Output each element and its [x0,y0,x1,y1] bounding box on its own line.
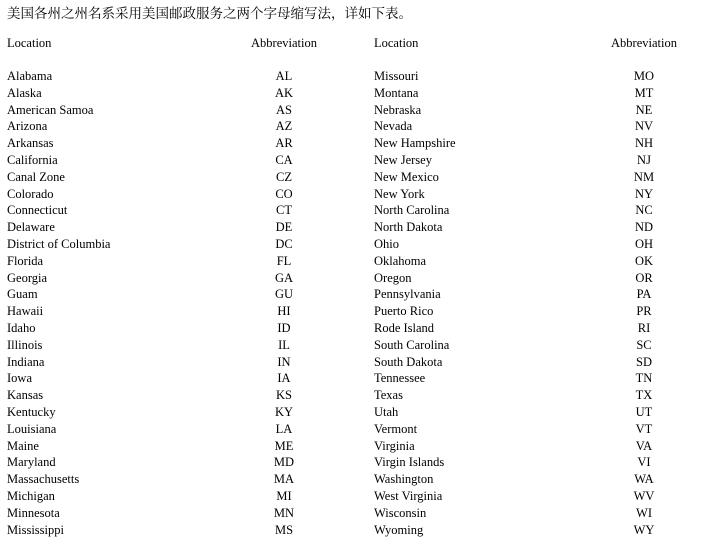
location-cell-right: North Dakota [374,220,443,235]
abbreviation-cell-left: ME [274,438,294,453]
abbreviation-cell-left: CZ [276,169,292,184]
abbreviation-cell-left: FL [276,253,292,268]
location-cell-left: Maine [7,438,39,453]
location-cell-right: New Mexico [374,169,439,184]
abbreviation-cell-left: GA [274,270,294,285]
location-cell-left: Kansas [7,388,44,403]
location-cell-left: American Samoa [7,102,94,117]
location-header-left: Location [7,36,52,50]
abbreviation-cell-left: AS [276,102,292,117]
abbreviation-cell-right: NY [634,186,654,201]
location-cell-left: Idaho [7,320,36,335]
abbreviation-cell-right: NE [635,102,653,117]
location-cell-left: Colorado [7,186,54,201]
location-cell-right: Virgin Islands [374,455,445,470]
location-cell-left: Mississippi [7,522,64,537]
abbreviation-cell-left: HI [277,304,291,319]
abbreviation-cell-left: MS [274,522,294,537]
location-cell-right: Rode Island [374,320,435,335]
location-cell-left: Alaska [7,85,42,100]
abbreviation-cell-right: VA [635,438,653,453]
location-cell-left: Georgia [7,270,48,285]
abbreviation-cell-left: KY [274,404,294,419]
location-cell-right: Tennessee [374,371,426,386]
location-header-right: Location [374,36,419,50]
location-cell-left: Kentucky [7,404,56,419]
abbreviation-cell-left: MA [273,472,295,487]
abbreviation-cell-left: IL [278,337,290,352]
location-cell-right: Missouri [374,69,419,83]
abbreviation-header-right: Abbreviation [611,36,677,50]
location-cell-right: Oklahoma [374,253,427,268]
abbreviation-cell-right: NM [633,169,655,184]
location-cell-right: Pennsylvania [374,287,441,302]
abbreviation-cell-left: CA [275,152,293,167]
abbreviation-cell-right: NH [634,136,654,151]
abbreviation-cell-left: AL [275,69,293,83]
abbreviation-cell-left: AR [275,136,293,151]
abbreviation-cell-left: CO [275,186,293,201]
location-cell-left: Canal Zone [7,169,65,184]
abbreviation-cell-right: NV [634,119,654,134]
abbreviation-cell-right: TN [635,371,653,386]
abbreviation-cell-right: WY [633,522,655,537]
abbreviation-cell-right: TX [635,388,653,403]
location-cell-right: Virginia [374,438,415,453]
location-cell-right: Utah [374,404,399,419]
abbreviation-cell-right: SC [636,337,652,352]
location-cell-left: Alabama [7,69,53,83]
location-cell-left: Illinois [7,337,43,352]
location-cell-right: New Jersey [374,152,432,167]
location-cell-left: Guam [7,287,38,302]
location-cell-left: Delaware [7,220,55,235]
location-cell-right: Nebraska [374,102,422,117]
abbreviation-cell-right: PR [636,304,652,319]
location-cell-right: New York [374,186,425,201]
abbreviation-cell-left: MN [273,505,295,520]
abbreviation-cell-right: SD [636,354,652,369]
abbreviation-cell-right: NJ [637,152,651,167]
location-cell-right: Washington [374,472,434,487]
abbreviation-cell-right: WA [634,472,654,487]
location-cell-right: Oregon [374,270,412,285]
location-cell-right: Vermont [374,421,418,436]
location-cell-right: Wisconsin [374,505,427,520]
location-cell-left: Minnesota [7,505,60,520]
abbreviation-cell-right: WV [633,488,655,503]
location-cell-right: Puerto Rico [374,304,434,319]
location-cell-left: Connecticut [7,203,68,218]
abbreviation-cell-right: WI [636,505,652,520]
abbreviation-column-left [224,35,344,538]
abbreviation-cell-left: MD [273,455,295,470]
abbreviation-cell-left: GU [274,287,294,302]
location-cell-left: Maryland [7,455,56,470]
abbreviation-cell-left: IA [277,371,291,386]
location-cell-right: Ohio [374,236,399,251]
location-column-right [374,35,574,538]
location-cell-right: South Carolina [374,337,450,352]
location-cell-right: Montana [374,85,419,100]
abbreviation-cell-right: MO [633,69,655,83]
abbreviation-cell-right: OH [634,236,654,251]
location-cell-left: Florida [7,253,44,268]
location-cell-left: Louisiana [7,421,57,436]
location-cell-right: South Dakota [374,354,443,369]
abbreviation-cell-right: ND [634,220,654,235]
location-cell-left: Arizona [7,119,48,134]
abbreviation-cell-left: MI [276,488,292,503]
abbreviation-cell-right: UT [635,404,653,419]
location-cell-right: Wyoming [374,522,424,537]
abbreviation-cell-left: DC [275,236,293,251]
abbreviation-cell-right: PA [636,287,652,302]
abbreviation-cell-left: AK [274,85,294,100]
location-cell-left: Hawaii [7,304,44,319]
abbreviation-cell-right: OR [635,270,653,285]
location-cell-right: West Virginia [374,488,443,503]
location-cell-left: District of Columbia [7,236,111,251]
abbreviation-cell-right: OK [634,253,654,268]
location-cell-left: Arkansas [7,136,54,151]
abbreviation-cell-left: CT [276,203,292,218]
location-cell-right: Texas [374,388,403,403]
abbreviation-cell-left: IN [277,354,291,369]
abbreviation-cell-right: MT [634,85,654,100]
abbreviation-cell-right: RI [637,320,651,335]
abbreviation-cell-right: VT [635,421,653,436]
location-column-left [7,35,207,538]
abbreviation-cell-left: ID [277,320,291,335]
location-cell-left: Iowa [7,371,32,386]
location-cell-left: Massachusetts [7,472,80,487]
location-cell-right: North Carolina [374,203,450,218]
abbreviation-cell-left: DE [275,220,293,235]
abbreviation-cell-left: LA [275,421,293,436]
location-cell-left: Indiana [7,354,45,369]
location-cell-left: Michigan [7,488,55,503]
abbreviation-cell-right: VI [637,455,651,470]
abbreviation-header-left: Abbreviation [251,36,317,50]
abbreviation-cell-left: AZ [275,119,293,134]
intro-text: 美国各州之州名系采用美国邮政服务之两个字母缩写法，详如下表。 [7,6,412,21]
location-cell-right: Nevada [374,119,413,134]
location-cell-right: New Hampshire [374,136,456,151]
abbreviation-cell-left: KS [276,388,292,403]
abbreviation-cell-right: NC [635,203,653,218]
abbreviation-column-right [584,35,704,538]
location-cell-left: California [7,152,58,167]
